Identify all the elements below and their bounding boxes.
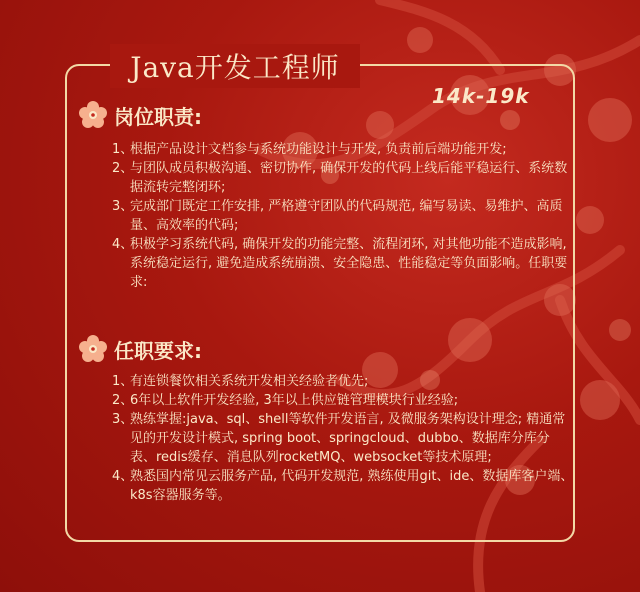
list-item: 1、 根据产品设计文档参与系统功能设计与开发, 负责前后端功能开发; bbox=[112, 142, 507, 157]
requirements-list bbox=[112, 372, 574, 505]
job-title: Java开发工程师 bbox=[130, 51, 340, 84]
requirements-heading: 任职要求: bbox=[114, 338, 202, 363]
list-item: 2、 6年以上软件开发经验, 3年以上供应链管理模块行业经验; bbox=[112, 393, 459, 408]
plum-flower-icon bbox=[78, 100, 108, 130]
plum-flower-icon bbox=[78, 334, 108, 364]
list-item: 3、 熟练掌握:java、sql、shell等软件开发语言, 及微服务架构设计理念; 精通常见的开发设计模式, spring boot、springcloud、dubbo、数据库分库分表、redis缓存、消息队列rocketMQ、websocket等技术原理; bbox=[112, 412, 566, 465]
list-item: 2、 与团队成员积极沟通、密切协作, 确保开发的代码上线后能平稳运行、系统数据流转完整闭环; bbox=[112, 161, 568, 195]
requirements-section-header bbox=[78, 334, 202, 364]
salary-range: 14k-19k bbox=[432, 84, 530, 108]
list-item: 1、 有连锁餐饮相关系统开发相关经验者优先; bbox=[112, 374, 369, 389]
duties-heading: 岗位职责: bbox=[114, 104, 202, 129]
list-item: 4、 熟悉国内常见云服务产品, 代码开发规范, 熟练使用git、ide、数据库客户端、k8s容器服务等。 bbox=[112, 469, 574, 503]
list-item: 3、 完成部门既定工作安排, 严格遵守团队的代码规范, 编写易读、易维护、高质量、高效率的代码; bbox=[112, 199, 563, 233]
duties-section-header bbox=[78, 100, 202, 130]
duties-list bbox=[112, 140, 574, 292]
list-item: 4、 积极学习系统代码, 确保开发的功能完整、流程闭环, 对其他功能不造成影响, 系统稳定运行, 避免造成系统崩溃、安全隐患、性能稳定等负面影响。任职要求: bbox=[112, 237, 568, 290]
title-banner bbox=[110, 44, 360, 88]
